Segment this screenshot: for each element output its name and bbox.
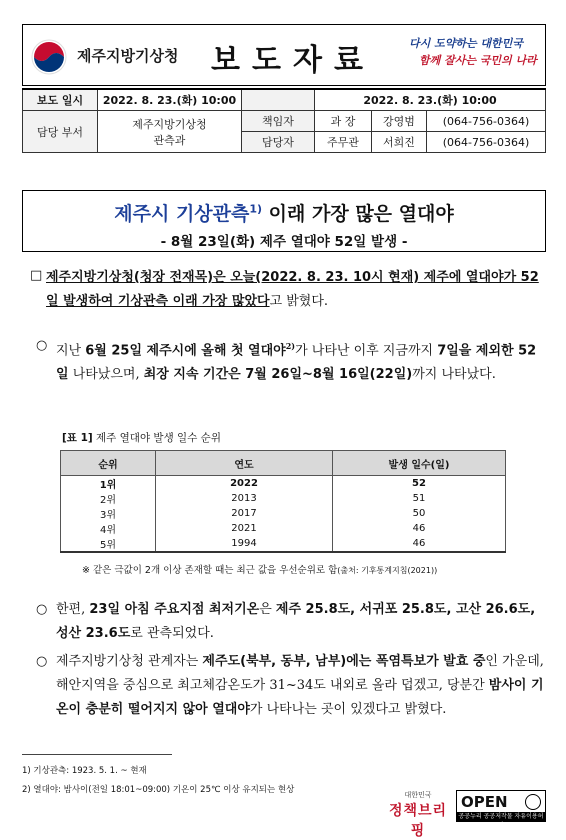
footnote-1: 1) 기상관측: 1923. 5. 1. ~ 현재	[22, 766, 147, 776]
paragraph-4	[56, 650, 546, 722]
p3-text-a: 한편,	[56, 602, 90, 617]
paragraph-1-bold: 제주지방기상청(청장 전재목)은 오늘(2022. 8. 23. 10시 현재) 제주에 열대야가 52일 발생하여 기상관측 이래 가장 많았다	[46, 270, 539, 309]
table-note-text: ※ 같은 극값이 2개 이상 존재할 때는 최근 값을 우선순위로 함	[82, 565, 338, 576]
paragraph-2	[56, 334, 546, 387]
table-note	[82, 562, 437, 576]
year-cell: 1994	[156, 536, 333, 552]
p4-text-b: 제주도(북부, 동부, 남부)에는 폭염특보가 발효 중	[202, 654, 486, 669]
footnote-2: 2) 열대야: 밤사이(전일 18:01~09:00) 기온이 25℃ 이상 유지되는 현상	[22, 785, 295, 795]
headline-footnote-mark: 1)	[249, 202, 263, 216]
p2-text-h: 까지 나타났다.	[412, 367, 496, 383]
p2-text-e: 7일을 제외한 52일	[56, 343, 537, 383]
policy-briefing-logo	[386, 790, 450, 840]
manager-phone: (064-756-0364)	[427, 111, 546, 132]
days-cell: 51	[333, 491, 506, 506]
headline	[23, 199, 545, 226]
p2-text-f: 나타났으며,	[68, 367, 144, 383]
table-row	[61, 491, 506, 506]
dept-label: 담당 부서	[23, 111, 98, 153]
p3-text-e: 로 관측되었다.	[130, 626, 214, 641]
policy-briefing-big: 정책브리핑	[388, 803, 448, 839]
open-label: OPEN	[461, 793, 508, 811]
headline-blue: 제주시 기상관측	[114, 203, 250, 225]
tropical-night-rank-table	[60, 450, 506, 553]
paragraph-1	[46, 266, 546, 314]
rank-cell: 5위	[61, 536, 156, 552]
slogan-line-2: 함께 잘사는 국민의 나라	[419, 54, 537, 67]
headline-box	[22, 190, 546, 252]
rank-cell: 1위	[61, 476, 156, 492]
table-caption	[62, 430, 221, 445]
headline-rest: 이래 가장 많은 열대야	[262, 203, 454, 225]
headline-subtitle: - 8월 23일(화) 제주 열대야 52일 발생 -	[160, 234, 408, 250]
p3-text-b: 23일 아침 주요지점 최저기온	[89, 602, 260, 617]
p2-text-b: 6월 25일 제주시에 올해 첫 열대야	[85, 343, 286, 359]
p3-text-c: 은	[259, 602, 276, 617]
footnote-divider	[22, 754, 172, 755]
col-year: 연도	[156, 451, 333, 476]
table-row	[61, 521, 506, 536]
days-cell: 46	[333, 536, 506, 552]
paragraph-3-bullet: ○	[36, 602, 48, 617]
dept-name-line-1: 제주지방기상청	[132, 117, 207, 131]
year-cell: 2022	[156, 476, 333, 492]
days-cell: 50	[333, 506, 506, 521]
open-sub-label: 공공누리 공공저작물 자유이용허락	[458, 813, 544, 829]
paragraph-2-bullet: ○	[36, 338, 48, 353]
rank-cell: 2위	[61, 491, 156, 506]
license-circle-icon	[525, 794, 541, 810]
manager-label: 책임자	[242, 111, 315, 132]
days-cell: 46	[333, 521, 506, 536]
rank-cell: 4위	[61, 521, 156, 536]
distribution-date-label	[242, 89, 315, 111]
p4-text-e: 가 나타나는 곳이 있겠다고 밝혔다.	[249, 702, 447, 717]
p2-footnote-mark: 2)	[285, 341, 296, 351]
policy-briefing-small: 대한민국	[404, 791, 432, 799]
paragraph-1-tail: 고 밝혔다.	[269, 294, 329, 309]
p4-text-a: 제주지방기상청 관계자는	[56, 654, 203, 669]
table-row	[61, 506, 506, 521]
manager-title: 과 장	[315, 111, 372, 132]
staff-name: 서희진	[372, 132, 427, 153]
p4-text-d: 밤사이 기온이 충분히 떨어지지 않아 열대야	[56, 678, 544, 717]
table-caption-text: 제주 열대야 발생 일수 순위	[92, 432, 221, 444]
paragraph-4-bullet: ○	[36, 654, 48, 669]
p4-text-c: 인 가운데, 해안지역을 중심으로 최고체감온도가 31~34도 내외로 올라 덥겠고, 당분간	[56, 654, 544, 693]
rank-cell: 3위	[61, 506, 156, 521]
slogan-line-1: 다시 도약하는 대한민국	[409, 37, 523, 50]
staff-label: 담당자	[242, 132, 315, 153]
dept-name	[98, 111, 242, 153]
dept-name-line-2: 관측과	[153, 133, 186, 147]
p2-text-d: 가 나타난 이후 지금까지	[295, 343, 438, 359]
year-cell: 2017	[156, 506, 333, 521]
distribution-date: 2022. 8. 23.(화) 10:00	[315, 89, 546, 111]
table-row	[61, 476, 506, 492]
press-header	[22, 24, 546, 86]
days-cell: 52	[333, 476, 506, 492]
year-cell: 2021	[156, 521, 333, 536]
table-note-source: (출처: 기후통계지침(2021))	[337, 566, 438, 575]
table-caption-tag: [표 1]	[62, 432, 93, 444]
p3-text-d: 제주 25.8도, 서귀포 25.8도, 고산 26.6도, 성산 23.6도	[56, 602, 536, 641]
government-emblem-icon	[31, 39, 67, 75]
col-rank: 순위	[61, 451, 156, 476]
p2-text-g: 최장 지속 기간은 7월 26일~8월 16일(22일)	[143, 367, 413, 383]
staff-phone: (064-756-0364)	[427, 132, 546, 153]
col-days: 발생 일수(일)	[333, 451, 506, 476]
paragraph-3	[56, 598, 546, 646]
paragraph-1-bullet: □	[30, 268, 43, 283]
table-row	[61, 536, 506, 552]
staff-title: 주무관	[315, 132, 372, 153]
report-date: 2022. 8. 23.(화) 10:00	[98, 89, 242, 111]
org-name: 제주지방기상청	[77, 47, 179, 65]
doc-title: 보도자료	[211, 43, 375, 78]
report-date-label: 보도 일시	[23, 89, 98, 111]
year-cell: 2013	[156, 491, 333, 506]
p2-text-a: 지난	[56, 343, 86, 359]
release-info-table	[22, 88, 546, 153]
slogan	[409, 35, 543, 69]
kogl-open-logo	[456, 790, 546, 829]
manager-name: 강영범	[372, 111, 427, 132]
